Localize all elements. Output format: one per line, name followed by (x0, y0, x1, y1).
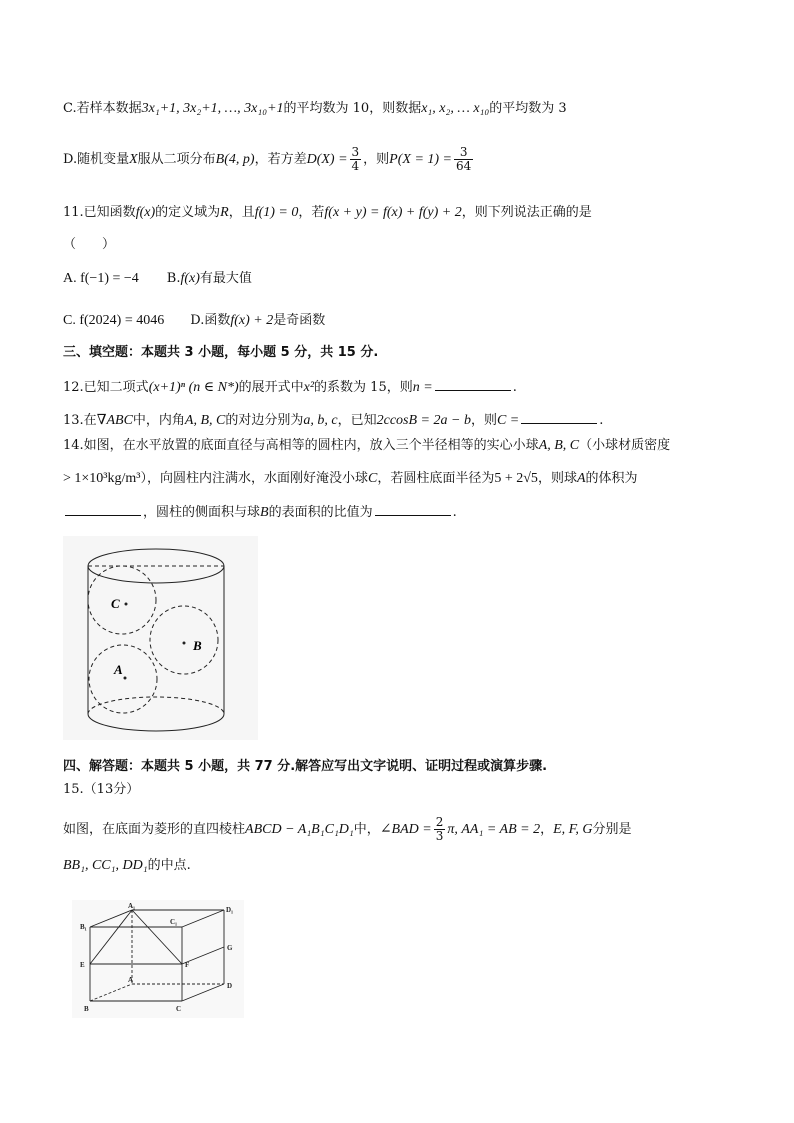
q14-line2-tail: 的体积为 (585, 471, 638, 486)
q14-line3-mid: ，圆柱的侧面积与球 (143, 505, 261, 520)
q15-head: 15.（13分） (63, 782, 140, 797)
q14-line1 (63, 437, 670, 455)
section-4-heading: 四、解答题：本题共 5 小题，共 77 分.解答应写出文字说明、证明过程或演算步骤. (63, 759, 548, 774)
frac1-num: 3 (351, 145, 360, 159)
q11-r: R (220, 205, 229, 220)
q15-line1 (63, 816, 632, 843)
q14-lead: 14.如图，在水平放置的底面直径与高相等的圆柱内，放入三个半径相等的实心小球 (63, 438, 539, 453)
cylinder-figure (63, 536, 258, 740)
label-g: G (227, 944, 233, 952)
option-d-dx: D(X) = (306, 152, 348, 167)
q11-option-b-tail: 有最大值 (199, 271, 252, 286)
q12-tail: 的系数为 15，则 (314, 380, 413, 395)
q13-eq: 2ccosB = 2a − b (376, 413, 471, 428)
q11-options-ab (63, 270, 252, 288)
q15-mid2: ， (540, 822, 554, 837)
q13-line (63, 411, 603, 430)
q12-answer-blank[interactable] (435, 378, 511, 391)
q14-end: . (452, 505, 457, 520)
q11-mid2: ，且 (228, 205, 255, 220)
q13-triangle: ∇ABC (96, 413, 133, 428)
option-c-lead: C.若样本数据 (63, 101, 142, 116)
q11-line1 (63, 204, 592, 222)
label-e: E (80, 961, 85, 969)
q14-line2-mid2: ，若圆柱底面半径为 (377, 471, 495, 486)
option-d-frac2 (454, 146, 473, 173)
q15-points: BB₁, CC₁, DD₁ (63, 858, 148, 873)
q11-paren: （ ） (63, 237, 116, 252)
option-c-expr2: x₁, x₂, … x₁₀ (421, 101, 490, 116)
q11-options-cd (63, 312, 325, 330)
label-b1: B₁ (80, 923, 87, 931)
q12-end: . (512, 380, 517, 395)
label-a1: A₁ (128, 902, 136, 910)
frac1-den: 4 (351, 159, 360, 173)
section-3-heading: 三、填空题：本题共 3 小题，每小题 5 分，共 15 分. (63, 345, 379, 360)
q13-angles: A, B, C (184, 413, 226, 428)
q14-radius: 5 + 2√5 (494, 471, 538, 486)
q14-line3-tail: 的表面积的比值为 (268, 505, 373, 520)
q15-lead: 如图，在底面为菱形的直四棱柱 (63, 822, 246, 837)
label-b: B (84, 1005, 89, 1013)
ball-a-center (124, 677, 127, 680)
q11-option-c: C. f(2024) = 4046 (63, 313, 165, 328)
q15-angle: ∠BAD = (379, 822, 432, 837)
q14-ball-b: B (260, 505, 269, 520)
q11-f1: f(1) = 0 (254, 205, 299, 220)
option-c-line (63, 100, 567, 118)
ball-c-label: C (111, 596, 120, 611)
option-d-mid2: ，若方差 (254, 152, 307, 167)
label-c: C (176, 1005, 182, 1013)
q14-line3 (63, 503, 457, 522)
label-c1: C₁ (170, 918, 178, 926)
option-d-dist: B(4, p) (215, 152, 255, 167)
q12-mid: 的展开式中 (238, 380, 304, 395)
q13-mid2: 的对边分别为 (225, 413, 304, 428)
q11-option-d-tail: 是奇函数 (273, 313, 326, 328)
option-c-expr1: 3x₁+1, 3x₂+1, …, 3x₁₀+1 (141, 101, 284, 116)
q13-answer-blank[interactable] (521, 411, 597, 424)
q12-expr: (x+1)ⁿ (n ∈ N*) (148, 380, 239, 395)
ball-a-label: A (114, 662, 123, 677)
q14-line2-mid3: ，则球 (537, 471, 577, 486)
q13-mid4: ，则 (470, 413, 497, 428)
frac2-num: 3 (454, 146, 473, 160)
option-d-line (63, 146, 475, 173)
q14-density: > 1×10³kg/m³ (63, 471, 141, 486)
option-d-mid1: 服从二项分布 (137, 152, 216, 167)
q13-mid1: 中，内角 (132, 413, 185, 428)
prism-figure (72, 900, 244, 1018)
q11-option-d-fx: f(x) + 2 (230, 313, 274, 328)
option-c-tail: 的平均数为 3 (489, 101, 567, 116)
q12-n: n = (412, 380, 433, 395)
q15-frac-den: 3 (435, 829, 444, 843)
q11-option-a: A. f(−1) = −4 (63, 271, 139, 286)
q12-line (63, 378, 517, 397)
label-a: A (128, 976, 134, 984)
ball-b-label: B (193, 638, 202, 653)
q15-efg: E, F, G (553, 822, 593, 837)
q11-mid1: 的定义域为 (155, 205, 221, 220)
q11-option-b-lead: B. (166, 271, 181, 286)
label-d: D (227, 982, 233, 990)
frac2-den: 64 (456, 159, 472, 173)
q11-mid3: ，若 (298, 205, 325, 220)
q14-answer-blank-1[interactable] (65, 503, 141, 516)
option-d-px: P(X = 1) = (389, 152, 452, 167)
q15-angle-tail: π, AA₁ = AB = 2 (447, 822, 541, 837)
q14-line2-mid: ），向圆柱内注满水，水面刚好淹没小球 (140, 471, 368, 486)
option-d-var: X (129, 152, 138, 167)
q15-line2 (63, 857, 191, 875)
option-d-mid3: ，则 (363, 152, 390, 167)
option-c-mid: 的平均数为 10，则数据 (283, 101, 422, 116)
q14-line1-tail: （小球材质密度 (579, 438, 671, 453)
option-d-frac1 (350, 146, 362, 173)
q15-line2-tail: 的中点. (147, 858, 191, 873)
q12-x2: x² (303, 380, 315, 395)
q11-tail: ，则下列说法正确的是 (461, 205, 592, 220)
q14-ball-c: C (367, 471, 378, 486)
q11-fx: f(x) (135, 205, 156, 220)
q14-balls: A, B, C (538, 438, 580, 453)
q11-eq: f(x + y) = f(x) + f(y) + 2 (324, 205, 462, 220)
q12-lead: 12.已知二项式 (63, 380, 149, 395)
q15-tail: 分别是 (592, 822, 632, 837)
q15-frac-num: 2 (435, 815, 444, 829)
q11-option-d-lead: D.函数 (190, 313, 231, 328)
q13-sides: a, b, c (303, 413, 338, 428)
q11-lead: 11.已知函数 (63, 205, 136, 220)
q14-line2 (63, 470, 638, 488)
q14-ball-a: A (576, 471, 586, 486)
q15-frac (434, 816, 446, 843)
q14-answer-blank-2[interactable] (375, 503, 451, 516)
q13-c: C = (496, 413, 520, 428)
q13-end: . (599, 413, 604, 428)
q13-lead: 13.在 (63, 413, 97, 428)
label-f: F (185, 961, 190, 969)
label-d1: D₁ (226, 906, 234, 914)
option-d-lead: D.随机变量 (63, 152, 130, 167)
q15-mid1: 中， (353, 822, 380, 837)
q15-prism: ABCD − A₁B₁C₁D₁ (245, 822, 354, 837)
q13-mid3: ，已知 (337, 413, 377, 428)
ball-b-center (183, 642, 186, 645)
ball-c-center (125, 603, 128, 606)
q11-option-b-fx: f(x) (180, 271, 200, 286)
